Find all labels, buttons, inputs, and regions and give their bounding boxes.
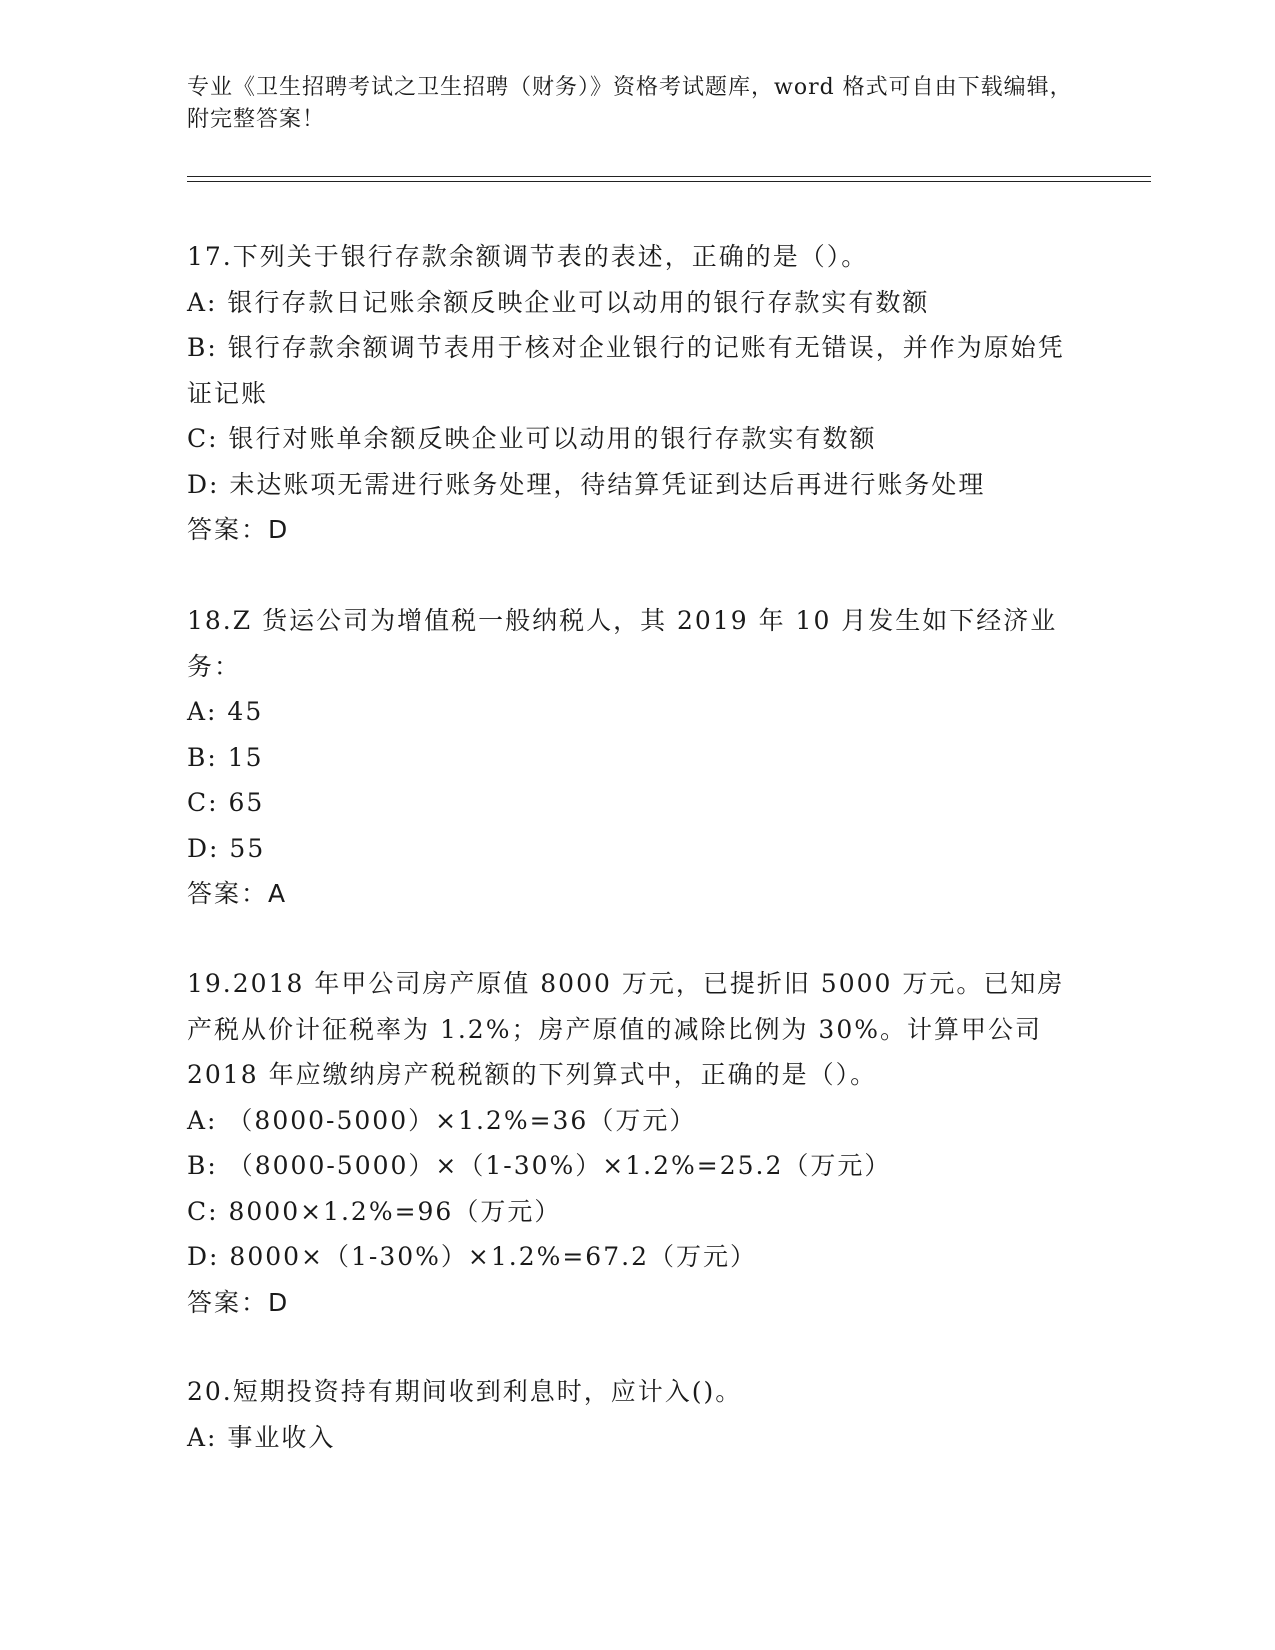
question-20	[187, 1369, 1087, 1460]
question-18	[187, 598, 1087, 917]
option-a: A: 45	[187, 697, 264, 726]
answer-label: 答案：D	[187, 1287, 290, 1317]
option-b: B: 15	[187, 742, 264, 772]
document-header: 专业《卫生招聘考试之卫生招聘（财务）》资格考试题库，word 格式可自由下载编辑，附完整答案！	[187, 75, 1073, 132]
option-b: B: （8000-5000）×（1-30%）×1.2%=25.2（万元）	[187, 1151, 892, 1180]
answer-label: 答案：D	[187, 515, 290, 544]
answer-label: 答案：A	[187, 879, 288, 908]
option-c: C: 银行对账单余额反映企业可以动用的银行存款实有数额	[187, 424, 877, 453]
question-stem: 18.Z 货运公司为增值税一般纳税人，其 2019 年 10 月发生如下经济业务：	[187, 606, 1058, 681]
option-d: D: 未达账项无需进行账务处理，待结算凭证到达后再进行账务处理	[187, 469, 986, 499]
option-a: A: （8000-5000）×1.2%=36（万元）	[187, 1105, 697, 1135]
option-c: C: 65	[187, 788, 265, 817]
option-b: B: 银行存款余额调节表用于核对企业银行的记账有无错误，并作为原始凭证记账	[187, 333, 1065, 408]
question-stem: 20.短期投资持有期间收到利息时，应计入()。	[187, 1377, 743, 1406]
option-a: A: 银行存款日记账余额反映企业可以动用的银行存款实有数额	[187, 287, 930, 317]
question-stem: 17.下列关于银行存款余额调节表的表述，正确的是（）。	[187, 242, 869, 271]
option-d: D: 8000×（1-30%）×1.2%=67.2（万元）	[187, 1242, 757, 1271]
question-19	[187, 961, 1087, 1325]
option-d: D: 55	[187, 833, 266, 863]
option-c: C: 8000×1.2%=96（万元）	[187, 1196, 562, 1226]
question-stem: 19.2018 年甲公司房产原值 8000 万元，已提折旧 5000 万元。已知房产税从价计征税率为 1.2%；房产原值的减除比例为 30%。计算甲公司 2018 年应缴纳房产税税额的下列算式中，正确的是（）。	[187, 969, 1065, 1089]
option-a: A: 事业收入	[187, 1422, 336, 1452]
question-17	[187, 234, 1087, 553]
header-divider	[187, 176, 1151, 182]
